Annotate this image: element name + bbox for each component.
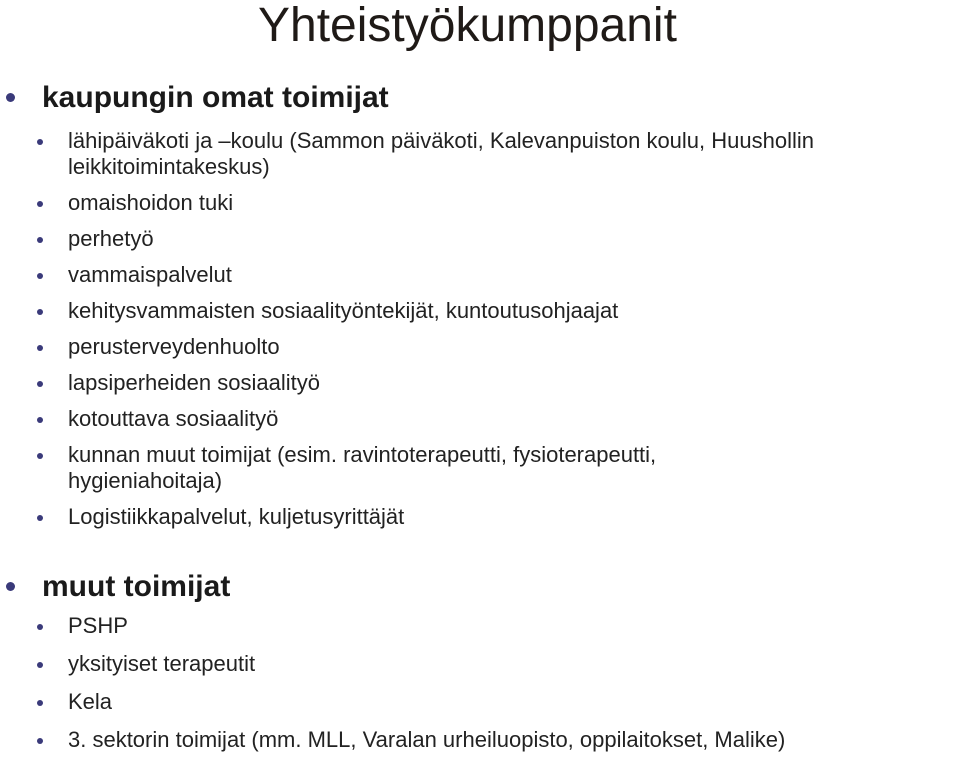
item-text: vammaispalvelut [68,262,232,287]
item-text: kunnan muut toimijat (esim. ravintoterapeutti, fysioterapeutti, [68,442,657,467]
item-text: Kela [68,689,113,714]
bullet-icon [6,582,15,591]
item-text: hygieniahoitaja) [68,468,223,493]
item-text: perusterveydenhuolto [68,334,280,359]
list-item [0,370,960,396]
bullet-icon [37,417,43,423]
bullet-icon [37,700,43,706]
item-text: leikkitoimintakeskus) [68,154,270,179]
bullet-icon [37,309,43,315]
list-item [0,727,960,753]
item-text: PSHP [68,613,128,638]
bullet-icon [37,738,43,744]
bullet-icon [37,201,43,207]
item-text: 3. sektorin toimijat (mm. MLL, Varalan urheiluopisto, oppilaitokset, Malike) [68,727,786,752]
section-kaupungin-omat-toimijat [0,78,960,540]
item-text: omaishoidon tuki [68,190,234,215]
list-item [0,190,960,216]
section-heading-label: muut toimijat [42,570,231,603]
bullet-icon [6,93,15,102]
item-text: lapsiperheiden sosiaalityö [68,370,320,395]
list-item [0,689,960,715]
bullet-icon [37,273,43,279]
bullet-icon [37,139,43,145]
list-item [0,504,960,530]
bullet-icon [37,453,43,459]
section-heading [0,78,960,118]
item-list [0,613,960,753]
item-text: yksityiset terapeutit [68,651,256,676]
list-item [0,128,960,180]
list-item [0,651,960,677]
item-text: lähipäiväkoti ja –koulu (Sammon päiväkoti, Kalevanpuiston koulu, Huushollin [68,128,814,153]
bullet-icon [37,624,43,630]
bullet-icon [37,381,43,387]
bullet-icon [37,345,43,351]
item-text: kotouttava sosiaalityö [68,406,279,431]
list-item [0,298,960,324]
bullet-icon [37,515,43,521]
list-item [0,334,960,360]
item-text: Logistiikkapalvelut, kuljetusyrittäjät [68,504,405,529]
bullet-icon [37,662,43,668]
list-item [0,226,960,252]
page-title: Yhteistyökumppanit [258,0,677,52]
bullet-icon [37,237,43,243]
list-item [0,442,960,494]
item-text: kehitysvammaisten sosiaalityöntekijät, kuntoutusohjaajat [68,298,619,323]
list-item [0,613,960,639]
item-text: perhetyö [68,226,154,251]
section-muut-toimijat [0,567,960,765]
section-heading [0,567,960,607]
section-heading-label: kaupungin omat toimijat [42,81,389,114]
item-list [0,128,960,530]
list-item [0,406,960,432]
list-item [0,262,960,288]
